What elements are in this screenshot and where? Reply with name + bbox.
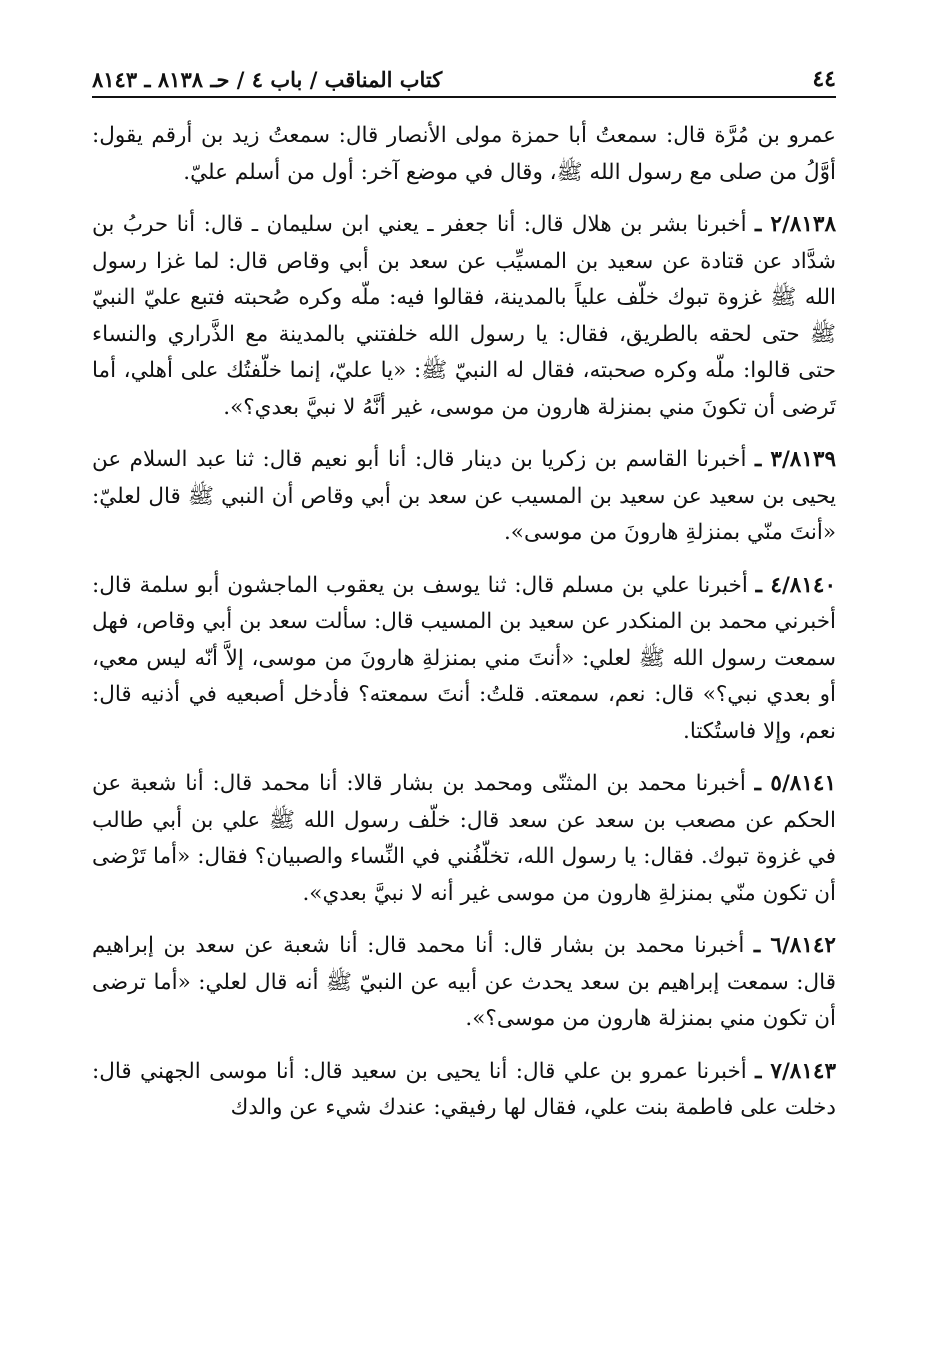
- hadith-number: ٥/٨١٤١ ـ: [754, 771, 836, 796]
- running-title: كتاب المناقب / باب ٤ / حـ ٨١٣٨ ـ ٨١٤٣: [92, 67, 443, 92]
- hadith-number: ٧/٨١٤٣ ـ: [755, 1058, 836, 1084]
- paragraph: [92, 568, 836, 751]
- paragraph-text: أخبرنا محمد بن بشار قال: أنا محمد قال: أنا شعبة عن سعد بن إبراهيم قال: سمعت إبراهيم بن سعد يحدث عن أبيه عن النبيّ ﷺ أنه قال لعلي: «أما ترضى أن تكون مني بمنزلة هارون من موسى؟».: [92, 933, 836, 1031]
- paragraph-text: أخبرنا بشر بن هلال قال: أنا جعفر ـ يعني ابن سليمان ـ قال: أنا حربُ بن شدَّاد عن قتادة عن سعيد بن المسيِّب عن سعد بن أبي وقاص قال: لما غزا رسول الله ﷺ غزوة تبوك خلّف علياً بالمدينة، فقالوا فيه: ملّه وكره صُحبته فتبع عليّ النبيّ ﷺ حتى لحقه بالطريق، فقال: يا رسول الله خلفتني بالمدينة مع الذَّراري والنساء حتى قالوا: ملّه وكره صحبته، فقال له النبيّ ﷺ: «يا عليّ، إنما خلّفتُك على أهلي، أما تَرضى أن تكونَ مني بمنزلة هارون من موسى، غير أنَّهُ لا نبيَّ بعدي؟».: [92, 212, 836, 420]
- paragraph: [92, 928, 836, 1038]
- body-text: [92, 118, 836, 1143]
- paragraph-text: أخبرنا عمرو بن علي قال: أنا يحيى بن سعيد قال: أنا موسى الجهني قال: دخلت على فاطمة بنت علي، فقال لها رفيقي: عندك شيء عن والدك: [92, 1058, 836, 1120]
- paragraph-text: أخبرنا علي بن مسلم قال: ثنا يوسف بن يعقوب الماجشون أبو سلمة قال: أخبرني محمد بن المنكدر عن سعيد بن المسيب قال: سألت سعد بن أبي وقاص، فهل سمعت رسول الله ﷺ لعلي: «أنتَ مني بمنزلةِ هارونَ من موسى، إلاَّ أنّه ليس معي، أو بعدي نبي؟» قال: نعم، سمعته. قلتُ: أنتَ سمعته؟ فأدخل أصبعيه في أذنيه قال: نعم، وإلا فاستُكتا.: [92, 572, 836, 744]
- paragraph: [92, 207, 836, 426]
- hadith-number: ٦/٨١٤٢ ـ: [753, 933, 836, 958]
- paragraph-text: أخبرنا القاسم بن زكريا بن دينار قال: أنا أبو نعيم قال: ثنا عبد السلام عن يحيى بن سعيد عن سعيد بن المسيب عن سعد بن أبي وقاص أن النبي ﷺ قال لعليّ: «أنتَ منّي بمنزلةِ هارونَ من موسى».: [92, 447, 836, 545]
- paragraph: [92, 766, 836, 912]
- paragraph-text: عمرو بن مُرَّة قال: سمعتُ أبا حمزة مولى الأنصار قال: سمعتُ زيد بن أرقم يقول: أوَّلُ من صلى مع رسول الله ﷺ، وقال في موضع آخر: أول من أسلم عليّ.: [92, 123, 836, 185]
- page-number: ٤٤: [812, 66, 836, 92]
- hadith-number: ٣/٨١٣٩ ـ: [754, 447, 836, 472]
- paragraph: [92, 442, 836, 552]
- paragraph: [92, 118, 836, 191]
- hadith-number: ٢/٨١٣٨ ـ: [755, 212, 836, 237]
- hadith-number: ٤/٨١٤٠ ـ: [755, 572, 836, 598]
- paragraph-text: أخبرنا محمد بن المثنّى ومحمد بن بشار قالا: أنا محمد قال: أنا شعبة عن الحكم عن مصعب بن سعد عن سعد قال: خلّف رسول الله ﷺ علي بن أبي طالب في غزوة تبوك. فقال: يا رسول الله، تخلّفُني في النِّساء والصبيان؟ فقال: «أما تَرْضى أن تكون منّي بمنزلةِ هارون من موسى غير أنه لا نبيَّ بعدي».: [92, 771, 836, 906]
- page-header: [92, 58, 836, 98]
- paragraph: [92, 1054, 836, 1127]
